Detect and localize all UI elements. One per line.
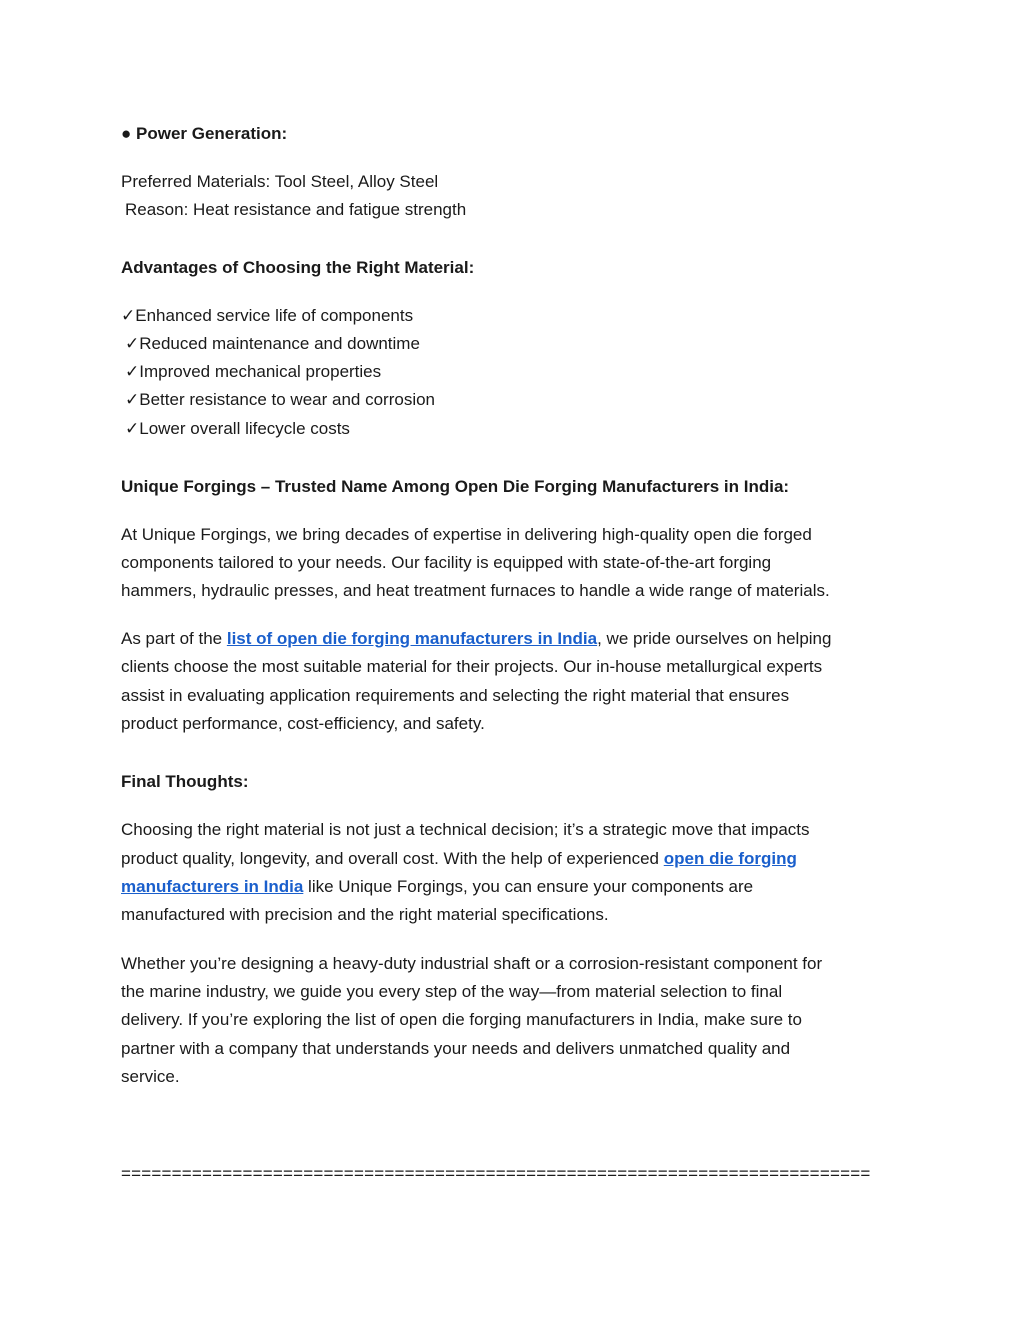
manufacturers-list-link[interactable]: list of open die forging manufacturers in India [226,629,598,648]
paragraph-line: clients choose the most suitable material for their projects. Our in-house metallurgical experts [121,657,823,676]
paragraph-line: assist in evaluating application requirements and selecting the right material that ensures [121,686,790,705]
paragraph-line: product performance, cost-efficiency, and safety. [121,714,485,733]
paragraph-line: manufactured with precision and the right material specifications. [121,905,609,924]
open-die-forging-link[interactable]: open die forging [663,849,797,868]
advantage-item: ✓Improved mechanical properties [125,362,382,381]
paragraph-line: the marine industry, we guide you every step of the way—from material selection to final [121,982,783,1001]
power-generation-heading: ● Power Generation: [121,124,288,143]
paragraph-line [121,873,753,901]
advantages-heading: Advantages of Choosing the Right Material: [121,258,475,277]
preferred-materials-text: Preferred Materials: Tool Steel, Alloy Steel [121,172,439,191]
advantage-item: ✓Better resistance to wear and corrosion [125,390,436,409]
advantage-item: ✓Reduced maintenance and downtime [125,334,420,353]
paragraph-text: product quality, longevity, and overall cost. With the help of experienced [121,849,664,868]
paragraph-line: partner with a company that understands your needs and delivers unmatched quality and [121,1039,791,1058]
paragraph-line: delivery. If you’re exploring the list of open die forging manufacturers in India, make sure to [121,1010,802,1029]
final-thoughts-heading: Final Thoughts: [121,772,249,791]
paragraph-line: service. [121,1067,180,1086]
paragraph-line: Whether you’re designing a heavy-duty industrial shaft or a corrosion-resistant component for [121,954,823,973]
paragraph-text: like Unique Forgings, you can ensure your components are [303,877,754,896]
paragraph-text: , we pride ourselves on helping [597,629,832,648]
paragraph-text: As part of the [121,629,227,648]
paragraph-line: components tailored to your needs. Our facility is equipped with state-of-the-art forging [121,553,772,572]
paragraph-line: Choosing the right material is not just a technical decision; it’s a strategic move that impacts [121,820,810,839]
advantage-item: ✓Lower overall lifecycle costs [125,419,350,438]
paragraph-line: hammers, hydraulic presses, and heat treatment furnaces to handle a wide range of materials. [121,581,830,600]
unique-forgings-heading: Unique Forgings – Trusted Name Among Open Die Forging Manufacturers in India: [121,477,790,496]
open-die-forging-link[interactable]: manufacturers in India [121,877,304,896]
paragraph-line: At Unique Forgings, we bring decades of expertise in delivering high-quality open die forged [121,525,812,544]
reason-text: Reason: Heat resistance and fatigue strength [125,200,467,219]
separator-line: ========================================================================== [121,1164,871,1183]
paragraph-line [121,625,831,653]
advantage-item: ✓Enhanced service life of components [121,306,414,325]
paragraph-line [121,845,797,873]
